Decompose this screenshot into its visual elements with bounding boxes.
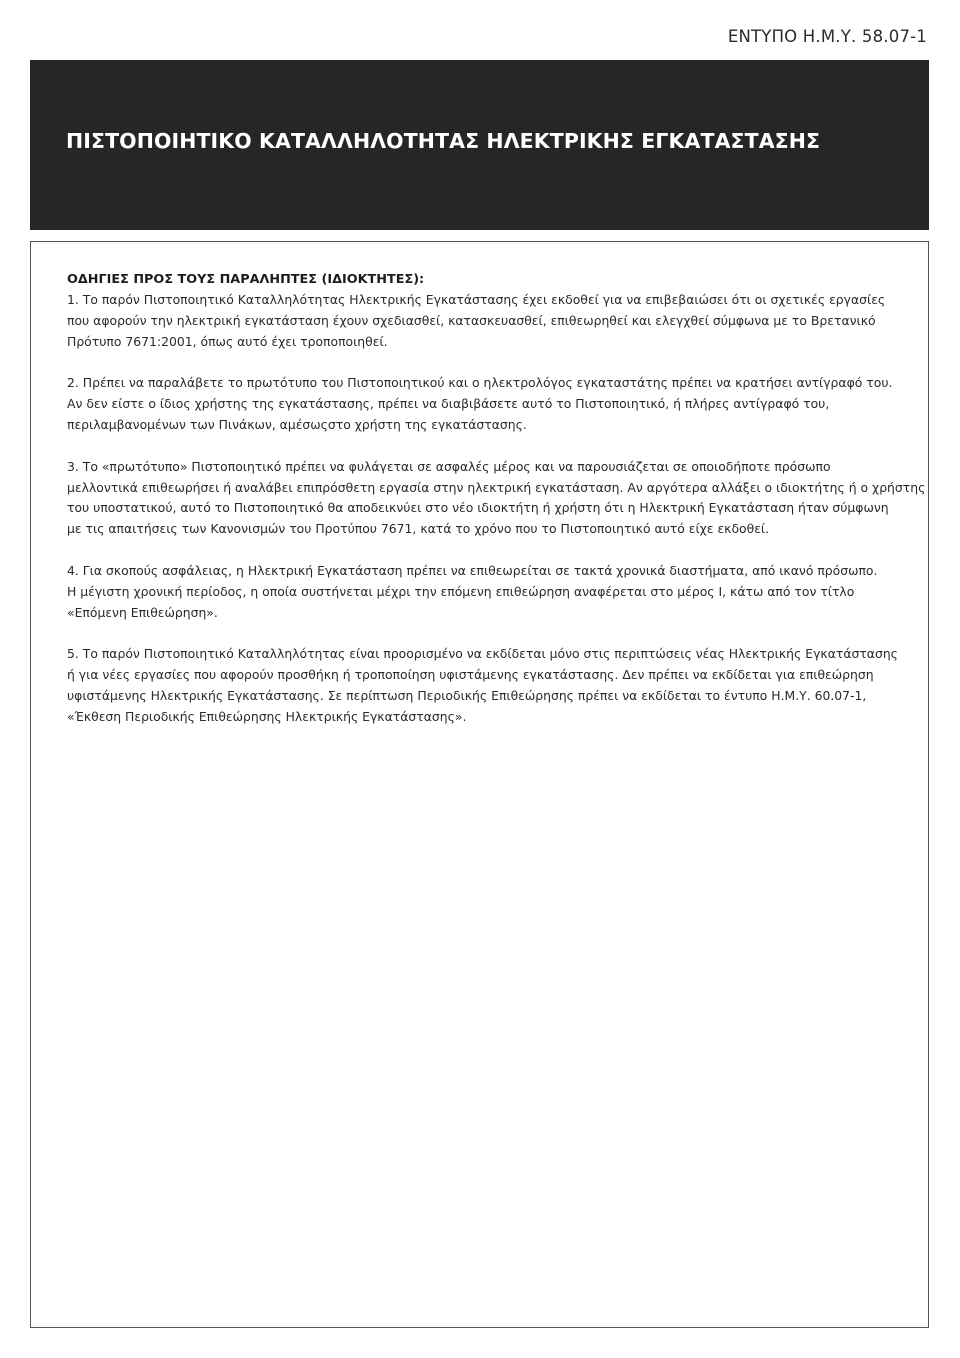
document-title: ΠΙΣΤΟΠΟΙΗΤΙΚΟ ΚΑΤΑΛΛΗΛΟΤΗΤΑΣ ΗΛΕΚΤΡΙΚΗΣ ΕΓΚΑΤΑΣΤΑΣΗΣ <box>66 129 821 153</box>
paragraph-line: 1. Το παρόν Πιστοποιητικό Καταλληλότητας Ηλεκτρικής Εγκατάστασης έχει εκδοθεί για να επιβεβαιώσει ότι οι σχετικές εργασίες <box>67 292 886 307</box>
paragraph-line: περιλαμβανομένων των Πινάκων, αμέσωςστο χρήστη της εγκατάστασης. <box>67 416 527 432</box>
instructions-heading: ΟΔΗΓΙΕΣ ΠΡΟΣ ΤΟΥΣ ΠΑΡΑΛΗΠΤΕΣ (ΙΔΙΟΚΤΗΤΕΣ): <box>67 272 425 287</box>
paragraph-line: που αφορούν την ηλεκτρική εγκατάσταση έχουν σχεδιασθεί, κατασκευασθεί, επιθεωρηθεί και ελεγχθεί σύμφωνα με το Βρετανικό <box>67 312 876 328</box>
instruction-paragraph-4 <box>67 561 902 623</box>
instructions-box <box>30 241 929 1328</box>
paragraph-line: με τις απαιτήσεις των Κανονισμών του Προτύπου 7671, κατά το χρόνο που το Πιστοποιητικό αυτό είχε εκδοθεί. <box>67 521 770 537</box>
paragraph-line: υφιστάμενης Ηλεκτρικής Εγκατάστασης. Σε περίπτωση Περιοδικής Επιθεώρησης πρέπει να εκδίδεται το έντυπο Η.Μ.Υ. 60.07-1, <box>67 687 867 703</box>
instruction-paragraph-5 <box>67 644 902 727</box>
paragraph-line: Η μέγιστη χρονική περίοδος, η οποία συστήνεται μέχρι την επόμενη επιθεώρηση αναφέρεται στο μέρος Ι, κάτω από τον τίτλο <box>67 583 855 599</box>
instruction-paragraph-3 <box>67 457 926 540</box>
paragraph-line: «Επόμενη Επιθεώρηση». <box>67 604 218 620</box>
paragraph-line: μελλοντικά επιθεωρήσει ή αναλάβει επιπρόσθετη εργασία στην ηλεκτρική εγκατάσταση. Αν αργότερα αλλάξει ο ιδιοκτήτης ή ο χρήστης <box>67 479 926 495</box>
paragraph-line: 5. Το παρόν Πιστοποιητικό Καταλληλότητας είναι προορισμένο να εκδίδεται μόνο στις περιπτώσεις νέας Ηλεκτρικής Εγκατάστασης <box>67 646 898 662</box>
instructions-content <box>67 270 926 728</box>
paragraph-line: του υποστατικού, αυτό το Πιστοποιητικό θα αποδεικνύει στο νέο ιδιοκτήτη ή χρήστη ότι η Ηλεκτρική Εγκατάσταση ήταν σύμφωνη <box>67 500 889 516</box>
instruction-paragraph-2 <box>67 373 902 435</box>
paragraph-line: 2. Πρέπει να παραλάβετε το πρωτότυπο του Πιστοποιητικού και ο ηλεκτρολόγος εγκαταστάτης πρέπει να κρατήσει αντίγραφό του. <box>67 375 893 391</box>
paragraph-line: Αν δεν είστε ο ίδιος χρήστης της εγκατάστασης, πρέπει να διαβιβάσετε αυτό το Πιστοποιητικό, ή πλήρες αντίγραφό του, <box>67 396 830 412</box>
title-banner <box>30 60 929 230</box>
form-code: ΕΝΤΥΠΟ Η.Μ.Υ. 58.07-1 <box>727 27 927 46</box>
paragraph-line: Πρότυπο 7671:2001, όπως αυτό έχει τροποποιηθεί. <box>67 333 388 349</box>
paragraph-line: ή για νέες εργασίες που αφορούν προσθήκη ή τροποποίηση υφιστάμενης εγκατάστασης. Δεν πρέπει να εκδίδεται για επιθεώρηση <box>67 667 874 683</box>
paragraph-line: «Έκθεση Περιοδικής Επιθεώρησης Ηλεκτρικής Εγκατάστασης». <box>67 708 467 724</box>
instruction-paragraph-1 <box>67 290 902 352</box>
paragraph-line: 3. Το «πρωτότυπο» Πιστοποιητικό πρέπει να φυλάγεται σε ασφαλές μέρος και να παρουσιάζεται σε οποιοδήποτε πρόσωπο <box>67 458 831 474</box>
paragraph-line: 4. Για σκοπούς ασφάλειας, η Ηλεκτρική Εγκατάσταση πρέπει να επιθεωρείται σε τακτά χρονικά διαστήματα, από ικανό πρόσωπο. <box>67 562 878 578</box>
